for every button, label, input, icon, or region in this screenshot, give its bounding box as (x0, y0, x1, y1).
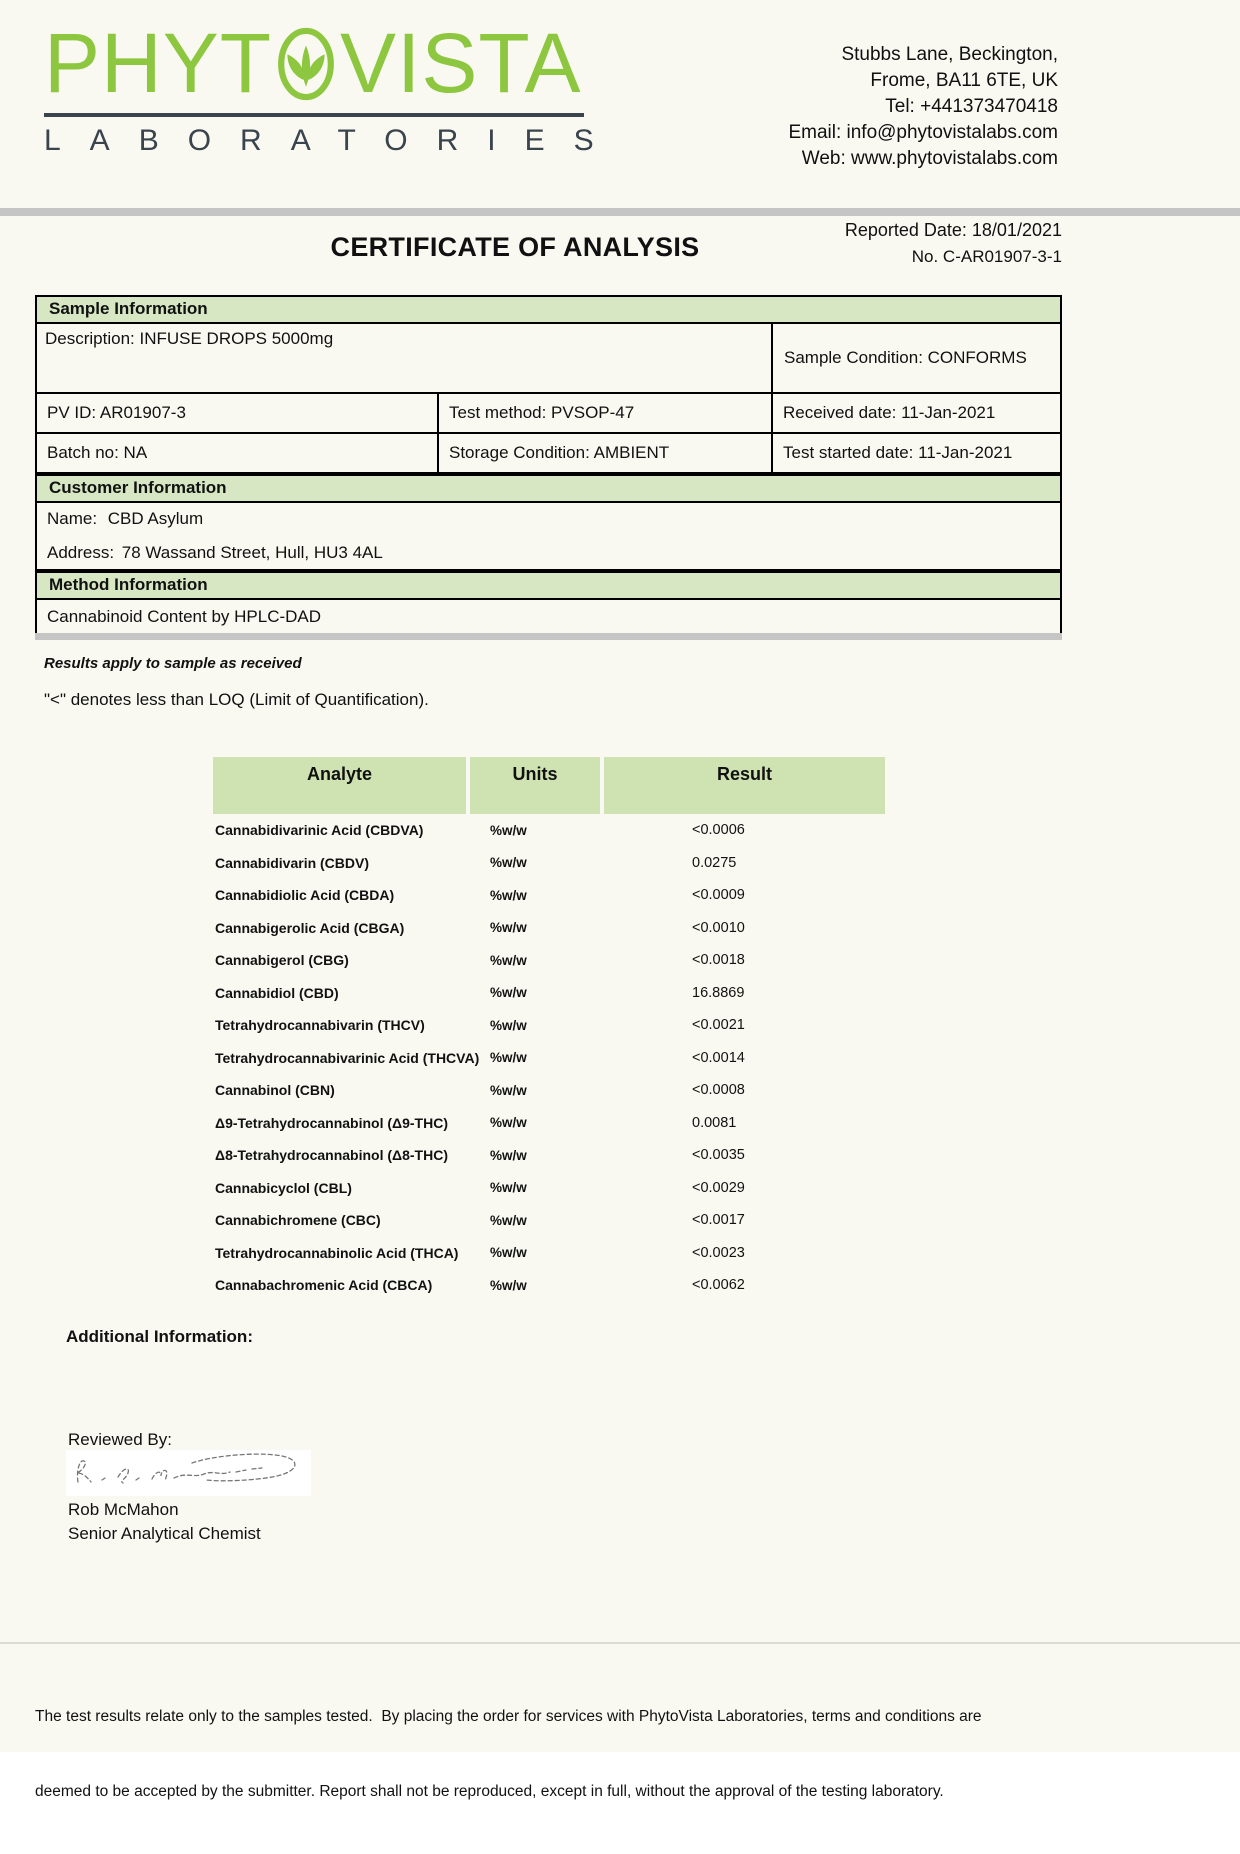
table-row (213, 879, 885, 912)
table-cell-analyte: Δ9-Tetrahydrocannabinol (Δ9-THC) (215, 1114, 448, 1131)
table-cell-result: <0.0014 (692, 1049, 745, 1066)
table-cell-units: %w/w (490, 1082, 527, 1098)
storage-condition: Storage Condition: AMBIENT (439, 434, 773, 472)
header-divider-bar (0, 208, 1240, 216)
sample-information-section (35, 295, 1062, 474)
table-cell-result: 16.8869 (692, 984, 745, 1001)
contact-address-line-1: Stubbs Lane, Beckington, (841, 44, 1058, 65)
sample-row-description (37, 324, 1060, 394)
batch-no: Batch no: NA (37, 434, 439, 472)
table-cell-result: <0.0006 (692, 822, 745, 839)
logo-text-right: VISTA (340, 16, 582, 111)
logo-divider (44, 113, 584, 117)
test-method: Test method: PVSOP-47 (439, 394, 773, 432)
table-cell-units: %w/w (490, 920, 527, 936)
sample-row-ids (37, 394, 1060, 434)
info-boxes (35, 295, 1062, 636)
phytovista-logo (44, 16, 623, 157)
table-cell-analyte: Tetrahydrocannabivarin (THCV) (215, 1017, 425, 1034)
results-table-body (213, 814, 885, 1302)
reviewer-title: Senior Analytical Chemist (68, 1524, 261, 1543)
method-information-heading: Method Information (37, 573, 1060, 600)
table-row (213, 1269, 885, 1302)
table-row (213, 912, 885, 945)
table-cell-analyte: Δ8-Tetrahydrocannabinol (Δ8-THC) (215, 1147, 448, 1164)
contact-address-line-2: Frome, BA11 6TE, UK (870, 70, 1058, 91)
reported-date: Reported Date: 18/01/2021 (844, 220, 1062, 240)
table-cell-analyte: Cannabidivarinic Acid (CBDVA) (215, 822, 424, 839)
customer-information-section (35, 474, 1062, 571)
column-header-result: Result (604, 757, 885, 814)
customer-name-value: CBD Asylum (107, 509, 204, 528)
additional-information-heading: Additional Information: (66, 1327, 253, 1346)
results-table (213, 757, 885, 1302)
table-cell-units: %w/w (490, 1180, 527, 1196)
table-cell-result: <0.0008 (692, 1082, 745, 1099)
table-cell-result: <0.0062 (692, 1277, 745, 1294)
table-cell-units: %w/w (490, 1245, 527, 1261)
table-cell-analyte: Cannabidiolic Acid (CBDA) (215, 887, 395, 904)
footer-disclaimer (35, 1654, 1195, 1854)
table-cell-result: 0.0275 (692, 854, 737, 871)
table-cell-result: <0.0009 (692, 887, 745, 904)
table-cell-result: <0.0029 (692, 1179, 745, 1196)
table-cell-analyte: Cannabigerolic Acid (CBGA) (215, 919, 405, 936)
sample-row-batch (37, 434, 1060, 472)
table-cell-result: 0.0081 (692, 1114, 737, 1131)
table-row (213, 1172, 885, 1205)
reviewer-name: Rob McMahon (68, 1500, 179, 1519)
table-cell-result: <0.0018 (692, 952, 745, 969)
table-row (213, 977, 885, 1010)
table-cell-analyte: Cannabachromenic Acid (CBCA) (215, 1277, 433, 1294)
table-row (213, 1237, 885, 1270)
sample-description: Description: INFUSE DROPS 5000mg (37, 324, 773, 392)
table-row (213, 1204, 885, 1237)
footer-line-2: deemed to be accepted by the submitter. Report shall not be reproduced, except in full, without the approval of the testing laboratory. (35, 1783, 944, 1800)
column-header-analyte: Analyte (213, 757, 466, 814)
table-row (213, 944, 885, 977)
table-cell-analyte: Tetrahydrocannabinolic Acid (THCA) (215, 1244, 459, 1261)
table-cell-units: %w/w (490, 1115, 527, 1131)
table-cell-analyte: Cannabigerol (CBG) (215, 952, 349, 969)
table-cell-analyte: Cannabicyclol (CBL) (215, 1179, 352, 1196)
contact-email: Email: info@phytovistalabs.com (788, 122, 1058, 143)
lab-contact-info (788, 42, 1058, 172)
table-cell-result: <0.0021 (692, 1017, 745, 1034)
received-date: Received date: 11-Jan-2021 (783, 403, 996, 422)
table-cell-analyte: Cannabidiol (CBD) (215, 984, 339, 1001)
sample-note: Results apply to sample as received (44, 655, 302, 672)
table-row (213, 1074, 885, 1107)
pv-id: PV ID: AR01907-3 (37, 394, 439, 432)
logo-subtitle: LABORATORIES (44, 124, 623, 157)
table-cell-result: <0.0035 (692, 1147, 745, 1164)
table-row (213, 814, 885, 847)
customer-name-row (47, 509, 1060, 529)
table-cell-units: %w/w (490, 855, 527, 871)
sample-condition: Sample Condition: CONFORMS (784, 348, 1027, 367)
table-cell-units: %w/w (490, 1017, 527, 1033)
section-divider-bar (35, 633, 1062, 640)
table-cell-result: <0.0010 (692, 919, 745, 936)
sample-information-heading: Sample Information (37, 297, 1060, 324)
table-row (213, 1042, 885, 1075)
footer-divider (0, 1642, 1240, 1644)
customer-address-row (47, 543, 1060, 563)
signature-image (66, 1450, 311, 1496)
test-started-date: Test started date: 11-Jan-2021 (783, 443, 1013, 462)
table-cell-analyte: Tetrahydrocannabivarinic Acid (THCVA) (215, 1049, 480, 1066)
logo-wordmark (44, 16, 589, 111)
customer-address-label: Address: (47, 543, 115, 562)
table-cell-units: %w/w (490, 822, 527, 838)
table-row (213, 847, 885, 880)
method-information-section (35, 571, 1062, 636)
logo-text-left: PHYT (44, 16, 273, 111)
table-cell-result: <0.0017 (692, 1212, 745, 1229)
customer-information-heading: Customer Information (37, 476, 1060, 503)
table-cell-units: %w/w (490, 1147, 527, 1163)
contact-web: Web: www.phytovistalabs.com (801, 148, 1058, 169)
table-row (213, 1139, 885, 1172)
customer-address-value: 78 Wassand Street, Hull, HU3 4AL (121, 543, 383, 562)
table-cell-analyte: Cannabinol (CBN) (215, 1082, 335, 1099)
reviewed-by-label: Reviewed By: (68, 1430, 172, 1449)
contact-phone: Tel: +441373470418 (885, 96, 1058, 117)
table-cell-result: <0.0023 (692, 1244, 745, 1261)
leaf-icon (275, 24, 337, 104)
table-cell-analyte: Cannabidivarin (CBDV) (215, 854, 370, 871)
page-title: CERTIFICATE OF ANALYSIS (330, 232, 700, 262)
customer-name-label: Name: (47, 509, 98, 528)
report-number: No. C-AR01907-3-1 (911, 247, 1062, 266)
table-row (213, 1107, 885, 1140)
table-cell-units: %w/w (490, 1212, 527, 1228)
table-cell-analyte: Cannabichromene (CBC) (215, 1212, 381, 1229)
method-name: Cannabinoid Content by HPLC-DAD (47, 607, 322, 626)
table-cell-units: %w/w (490, 1277, 527, 1293)
loq-note: "<" denotes less than LOQ (Limit of Quantification). (44, 690, 429, 709)
table-cell-units: %w/w (490, 1050, 527, 1066)
column-header-units: Units (470, 757, 600, 814)
table-cell-units: %w/w (490, 985, 527, 1001)
table-cell-units: %w/w (490, 952, 527, 968)
results-table-header (213, 757, 885, 814)
table-row (213, 1009, 885, 1042)
customer-details (37, 503, 1060, 569)
footer-line-1: The test results relate only to the samples tested. By placing the order for services with PhytoVista Laboratories, terms and conditions are (35, 1708, 982, 1725)
table-cell-units: %w/w (490, 887, 527, 903)
